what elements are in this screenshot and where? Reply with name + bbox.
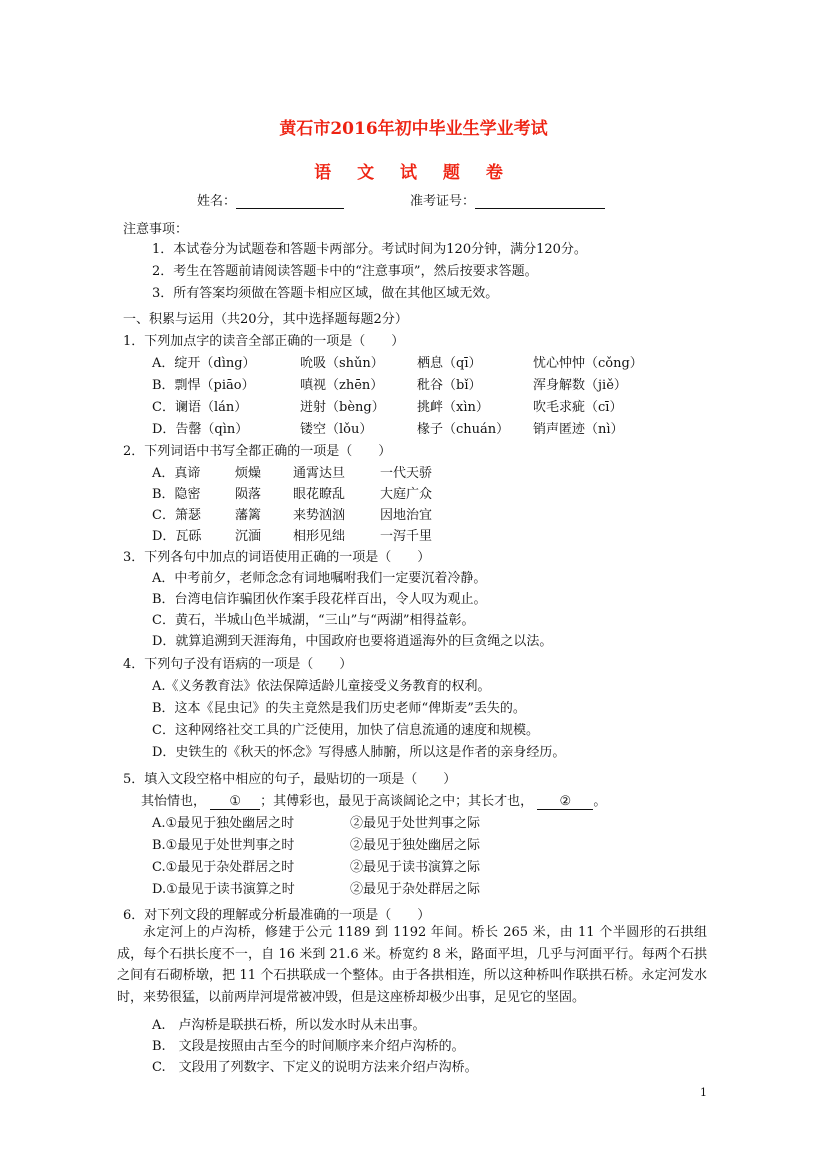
- option-cell: ②最见于独处幽居之际: [350, 838, 481, 853]
- option-cell: ②最见于处世判事之际: [350, 816, 481, 831]
- option-cell: 通霄达旦: [293, 466, 346, 481]
- option-cell: 迸射（bèng）: [300, 400, 385, 415]
- option-b: B．这本《昆虫记》的失主竟然是我们历史老师“俾斯麦”丢失的。: [152, 701, 526, 716]
- option-cell: 藩篱: [235, 508, 262, 523]
- option-a: A.《义务教育法》依法保障适龄儿童接受义务教育的权利。: [152, 679, 491, 694]
- blank-2: ②: [537, 794, 593, 810]
- q5-passage: [141, 790, 606, 810]
- option-a: A．中考前夕，老师念念有词地嘱咐我们一定要沉着冷静。: [152, 571, 487, 586]
- paper-subtitle: 语 文 试 题 卷: [314, 163, 513, 183]
- question-5-stem: 5．填入文段空格中相应的句子，最贴切的一项是（ ）: [123, 772, 457, 787]
- option-cell: 烦燥: [235, 466, 262, 481]
- option-cell: D．瓦砾: [152, 529, 202, 544]
- question-4-stem: 4．下列句子没有语病的一项是（ ）: [123, 657, 353, 672]
- option-cell: 栖息（qī）: [417, 356, 482, 371]
- question-2-stem: 2．下列词语中书写全都正确的一项是（ ）: [123, 444, 392, 459]
- option-cell: 相形见绌: [293, 529, 346, 544]
- option-cell: C.①最见于杂处群居之时: [152, 860, 295, 875]
- id-label: 准考证号：: [410, 194, 476, 209]
- q6-passage: 永定河上的卢沟桥，修建于公元 1189 到 1192 年间。桥长 265 米，由 11 个半圆形的石拱组成，每个石拱长度不一，自 16 米到 21.6 米。桥宽约 8 米，路面平坦，几乎与河面平行。每两个石拱之间有石砌桥墩，把 11 个石拱联成一个整体。由于各拱相连，所以这种桥叫作联拱石桥。永定河发水时，来势很猛，以前两岸河堤常被冲毁，但是这座桥却极少出事，足见它的坚固。: [117, 925, 707, 1005]
- option-cell: 一泻千里: [380, 529, 433, 544]
- option-cell: 吮吸（shǔn）: [300, 356, 384, 371]
- page-number: 1: [700, 1086, 707, 1099]
- question-6-stem: 6．对下列文段的理解或分析最准确的一项是（ ）: [123, 908, 431, 923]
- option-d: D．就算追溯到天涯海角，中国政府也要将逍遥海外的巨贪绳之以法。: [152, 634, 553, 649]
- option-cell: B．剽悍（piāo）: [152, 378, 255, 393]
- notice-heading: 注意事项：: [123, 222, 189, 237]
- option-b: B．台湾电信诈骗团伙作案手段花样百出，令人叹为观止。: [152, 592, 487, 607]
- option-cell: 浑身解数（jiě）: [533, 378, 627, 393]
- option-c: C. 文段用了列数字、下定义的说明方法来介绍卢沟桥。: [152, 1060, 478, 1075]
- option-cell: B．隐密: [152, 487, 201, 502]
- option-cell: A．绽开（dìng）: [152, 356, 256, 371]
- option-cell: ②最见于杂处群居之际: [350, 882, 481, 897]
- passage-text: ；其傅彩也，最见于高谈阔论之中；其长才也，: [260, 794, 534, 809]
- option-cell: 销声匿迹（nì）: [533, 422, 624, 437]
- option-cell: 挑衅（xìn）: [417, 400, 489, 415]
- option-cell: A.①最见于独处幽居之时: [152, 816, 295, 831]
- option-cell: 椽子（chuán）: [417, 422, 510, 437]
- passage-text: 。: [593, 794, 607, 809]
- option-d: D．史铁生的《秋天的怀念》写得感人肺腑，所以这是作者的亲身经历。: [152, 745, 566, 760]
- question-1-stem: 1．下列加点字的读音全部正确的一项是（ ）: [123, 334, 405, 349]
- name-label: 姓名：: [197, 194, 237, 209]
- exam-title: 黄石市2016年初中毕业生学业考试: [279, 119, 548, 139]
- option-cell: 沉湎: [235, 529, 262, 544]
- option-cell: 一代天骄: [380, 466, 433, 481]
- option-cell: B.①最见于处世判事之时: [152, 838, 295, 853]
- option-cell: 陨落: [235, 487, 262, 502]
- option-cell: 忧心忡忡（cǒng）: [533, 356, 643, 371]
- name-blank[interactable]: [236, 194, 344, 209]
- option-cell: D.①最见于读书演算之时: [152, 882, 295, 897]
- passage-text: 其怡情也，: [141, 794, 207, 809]
- option-c: C．这种网络社交工具的广泛使用，加快了信息流通的速度和规模。: [152, 723, 539, 738]
- notice-item: 3．所有答案均须做在答题卡相应区域，做在其他区域无效。: [152, 286, 499, 301]
- id-blank[interactable]: [475, 194, 605, 209]
- option-cell: 秕谷（bǐ）: [417, 378, 482, 393]
- option-cell: D．告罄（qìn）: [152, 422, 249, 437]
- question-3-stem: 3．下列各句中加点的词语使用正确的一项是（ ）: [123, 550, 431, 565]
- notice-item: 2．考生在答题前请阅读答题卡中的“注意事项”，然后按要求答题。: [152, 264, 538, 279]
- option-cell: C．箫瑟: [152, 508, 201, 523]
- section-heading: 一、积累与运用（共20分，其中选择题每题2分）: [123, 312, 408, 327]
- blank-1: ①: [210, 794, 260, 810]
- notice-item: 1．本试卷分为试题卷和答题卡两部分。考试时间为120分钟，满分120分。: [152, 242, 587, 257]
- option-cell: ②最见于读书演算之际: [350, 860, 481, 875]
- option-c: C．黄石，半城山色半城湖，“三山”与“两湖”相得益彰。: [152, 613, 475, 628]
- option-cell: 眼花瞭乱: [293, 487, 346, 502]
- option-b: B. 文段是按照由古至今的时间顺序来介绍卢沟桥的。: [152, 1039, 465, 1054]
- option-cell: 镂空（lǒu）: [300, 422, 373, 437]
- option-cell: 大庭广众: [380, 487, 433, 502]
- option-cell: 吹毛求疵（cī）: [533, 400, 623, 415]
- option-cell: 因地治宜: [380, 508, 433, 523]
- option-cell: A．真谛: [152, 466, 201, 481]
- option-a: A. 卢沟桥是联拱石桥，所以发水时从未出事。: [152, 1018, 426, 1033]
- option-cell: 嗔视（zhēn）: [300, 378, 384, 393]
- option-cell: C．谰语（lán）: [152, 400, 248, 415]
- option-cell: 来势汹汹: [293, 508, 346, 523]
- id-field[interactable]: [410, 190, 605, 209]
- name-field[interactable]: [197, 190, 344, 209]
